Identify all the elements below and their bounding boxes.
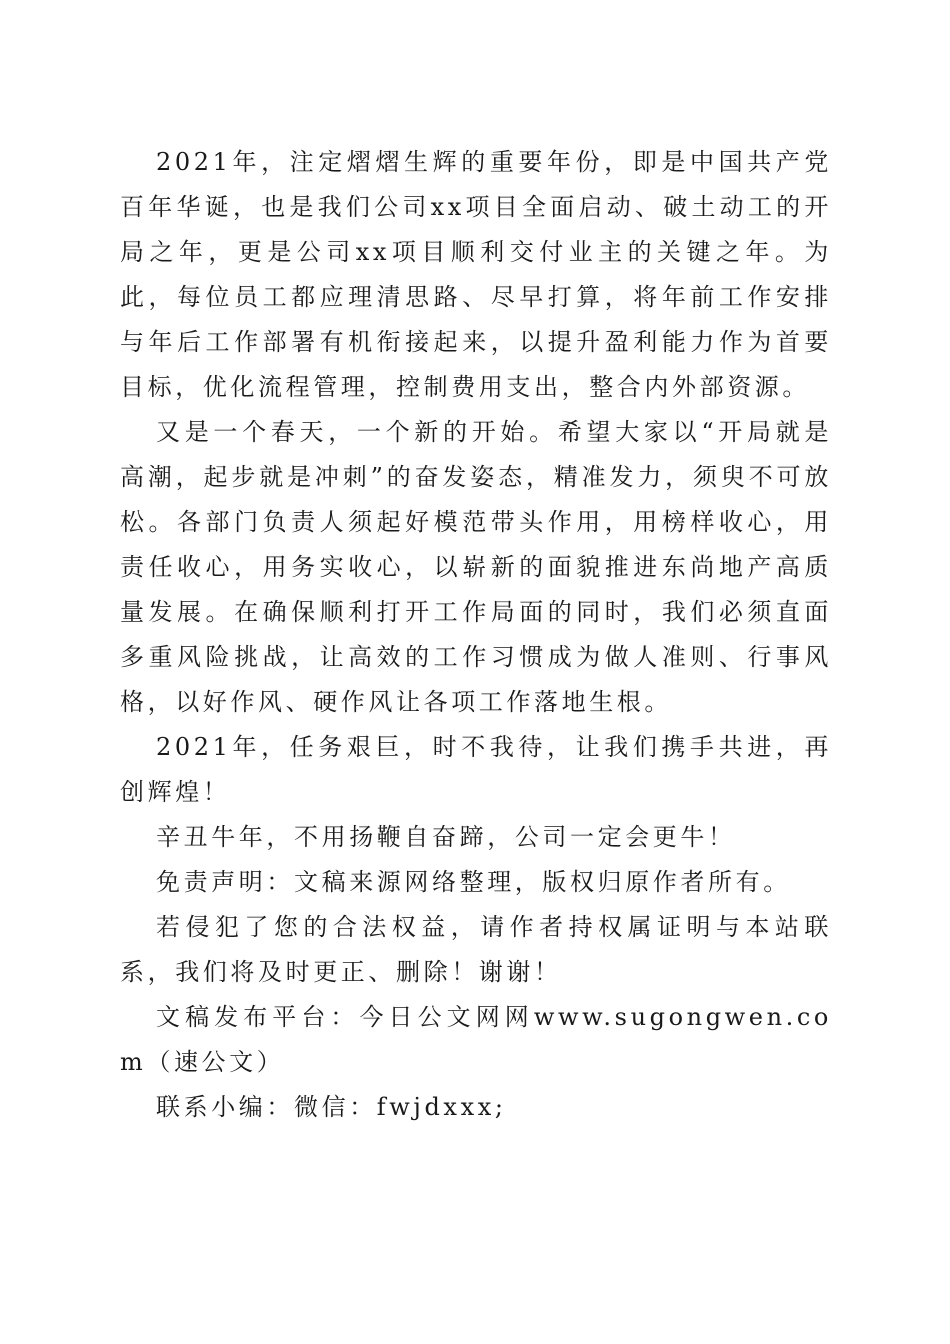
document-body <box>120 140 832 1130</box>
paragraph-new-year-goals: 2021年，注定熠熠生辉的重要年份，即是中国共产党百年华诞，也是我们公司xx项目全面启动、破土动工的开局之年，更是公司xx项目顺利交付业主的关键之年。为此，每位员工都应理清思路、尽早打算，将年前工作安排与年后工作部署有机衔接起来，以提升盈利能力作为首要目标，优化流程管理，控制费用支出，整合内外部资源。 <box>120 148 832 401</box>
paragraph-ox-year: 辛丑牛年，不用扬鞭自奋蹄，公司一定会更牛！ <box>156 823 736 851</box>
paragraph-disclaimer: 免责声明：文稿来源网络整理，版权归原作者所有。 <box>156 868 791 896</box>
paragraph-publishing-platform: 文稿发布平台：今日公文网网www.sugongwen.com（速公文） <box>120 1003 832 1076</box>
paragraph-contact-editor: 联系小编：微信：fwjdxxx; <box>156 1093 507 1121</box>
paragraph-infringement-notice: 若侵犯了您的合法权益，请作者持权属证明与本站联系，我们将及时更正、删除！谢谢！ <box>120 913 832 986</box>
paragraph-spring-start: 又是一个春天，一个新的开始。希望大家以“开局就是高潮，起步就是冲刺”的奋发姿态，精准发力，须臾不可放松。各部门负责人须起好模范带头作用，用榜样收心，用责任收心，用务实收心，以崭新的面貌推进东尚地产高质量发展。在确保顺利打开工作局面的同时，我们必须直面多重风险挑战，让高效的工作习惯成为做人准则、行事风格，以好作风、硬作风让各项工作落地生根。 <box>120 418 832 716</box>
paragraph-call-to-action: 2021年，任务艰巨，时不我待，让我们携手共进，再创辉煌！ <box>120 733 832 806</box>
